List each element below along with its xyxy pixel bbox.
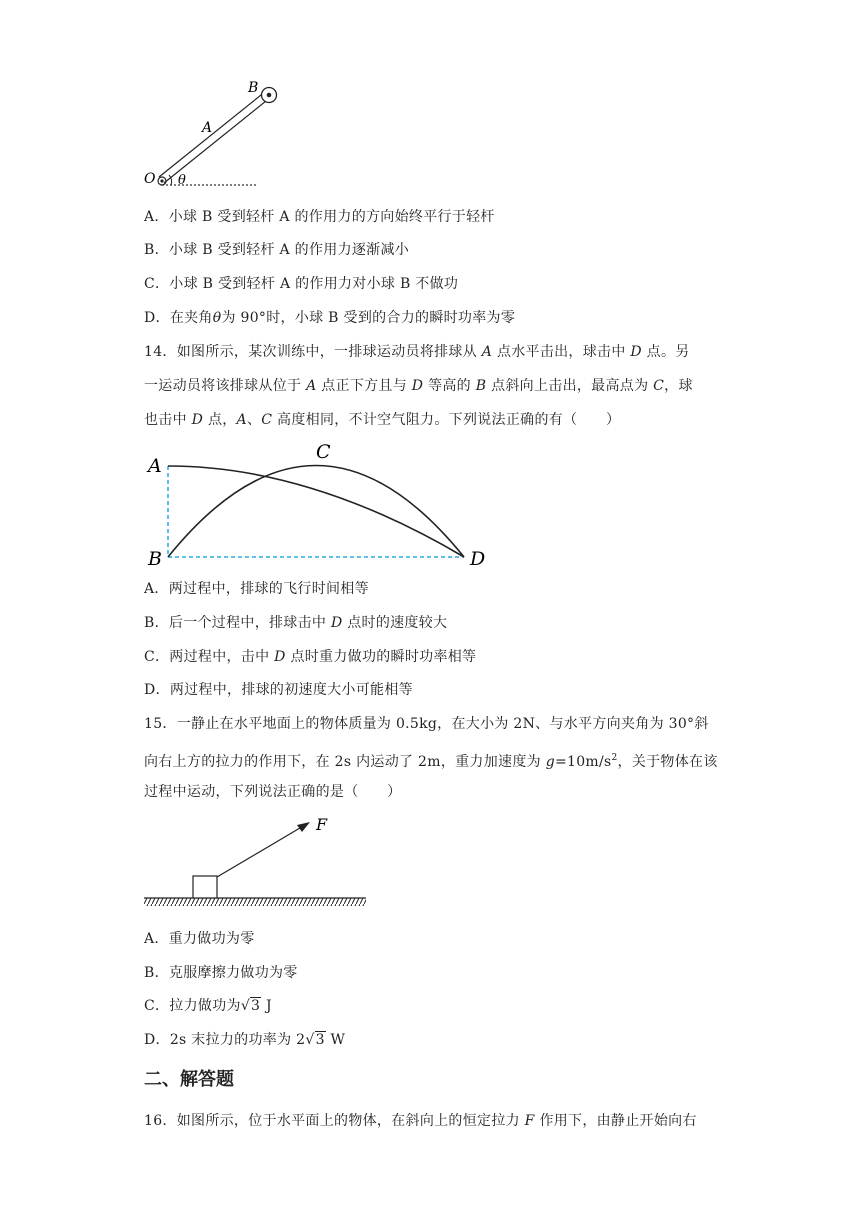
q16-stem-line1: 16．如图所示，位于水平面上的物体，在斜向上的恒定拉力 F 作用下，由静止开始向右 (144, 1113, 697, 1129)
q15-block (193, 876, 217, 898)
q14-trajectory-a-to-d (168, 466, 464, 557)
q13-option-c: C．小球 B 受到轻杆 A 的作用力对小球 B 不做功 (144, 276, 459, 292)
q15-stem-line2: 向右上方的拉力的作用下，在 2s 内运动了 2m，重力加速度为 $g=10m/s^2$，关于物体在该 (144, 753, 718, 770)
q13-option-a: A．小球 B 受到轻杆 A 的作用力的方向始终平行于轻杆 (144, 209, 495, 225)
q15-label-f: F (316, 815, 328, 834)
q15-option-c-sqrt: √3 (240, 998, 261, 1014)
q13-rod (159, 91, 271, 183)
q14-label-a: A (148, 455, 162, 477)
q14-stem-line1: 14．如图所示，某次训练中，一排球运动员将排球从 A 点水平击出，球击中 D 点。另 (144, 344, 690, 360)
q15-option-a: A．重力做功为零 (144, 931, 255, 947)
section-heading-answer-questions: 二、解答题 (144, 1069, 234, 1090)
q15-block-figure (140, 808, 372, 912)
q14-option-a: A．两过程中，排球的飞行时间相等 (144, 581, 369, 597)
q13-label-o: O (144, 171, 156, 187)
q15-stem-line1: 15．一静止在水平地面上的物体质量为 0.5kg，在大小为 2N、与水平方向夹角为 30°斜 (144, 716, 709, 732)
q13-label-theta: θ (178, 173, 186, 188)
q14-trajectory-b-to-d (168, 466, 464, 558)
q15-option-d-sqrt: √3 (305, 1032, 325, 1048)
q13-rod-figure (140, 76, 290, 192)
q13-option-b: B．小球 B 受到轻杆 A 的作用力逐渐减小 (144, 242, 410, 258)
q14-stem-line3: 也击中 D 点，A、C 高度相同，不计空气阻力。下列说法正确的有（ ） (144, 412, 621, 428)
q15-option-b: B．克服摩擦力做功为零 (144, 965, 298, 981)
q15-option-c: C．拉力做功为√3 J (144, 998, 272, 1014)
q14-label-b: B (148, 548, 162, 570)
q14-label-c: C (316, 441, 331, 463)
q14-option-d: D．两过程中，排球的初速度大小可能相等 (144, 682, 413, 698)
q14-option-c: C．两过程中，击中 D 点时重力做功的瞬时功率相等 (144, 649, 477, 665)
q14-stem-line2: 一运动员将该排球从位于 A 点正下方且与 D 等高的 B 点斜向上击出，最高点为 C，球 (144, 378, 693, 394)
q14-option-b: B．后一个过程中，排球击中 D 点时的速度较大 (144, 615, 448, 631)
q14-trajectory-figure (140, 436, 500, 572)
q15-force-arrow (217, 825, 305, 877)
q15-option-d: D．2s 末拉力的功率为 2√3 W (144, 1032, 346, 1048)
q13-option-d: D．在夹角θ为 90°时，小球 B 受到的合力的瞬时功率为零 (144, 310, 516, 326)
q15-stem-line3: 过程中运动，下列说法正确的是（ ） (144, 784, 402, 800)
q15-force-arrowhead (297, 822, 310, 832)
q13-label-b: B (248, 80, 259, 96)
q15-ground-hatching (144, 898, 366, 906)
q13-label-a: A (202, 120, 213, 136)
q14-label-d: D (470, 548, 486, 570)
